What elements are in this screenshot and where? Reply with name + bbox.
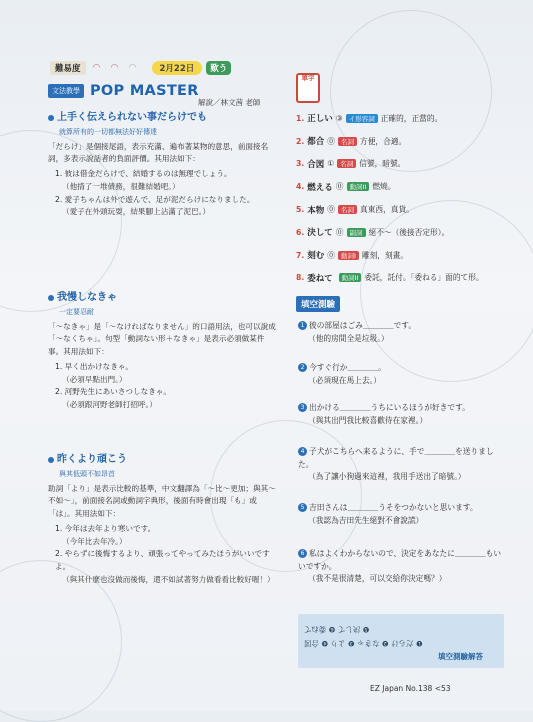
bullet-icon (48, 115, 54, 121)
section-paragraph: 「だらけ」是個接尾語，表示充滿、遍布著某物的意思，前面接名詞，多表示說話者的負面評價。其用法如下： (48, 141, 269, 164)
section-subtitle: 與其低頭不如昂首 (59, 469, 115, 478)
question-number: 2 (298, 363, 307, 372)
day-tag: 歎う (206, 61, 231, 75)
vocab-item (296, 107, 516, 130)
category-badge: 文法教學 (48, 84, 84, 98)
question-item (298, 402, 508, 427)
vocab-item (296, 244, 516, 267)
vocab-number: 2. (296, 136, 305, 146)
vocab-number: 5. (296, 205, 305, 215)
vocab-item (296, 153, 516, 176)
example-jp: 1. 早く出かけなきゃ。 (55, 361, 134, 371)
vocab-meaning: 雕刻，刻畫。 (361, 250, 409, 260)
question-translation: （為了讓小狗過來這裡，我用手送出了暗號。） (308, 472, 466, 482)
example-jp: 2. 河野先生にあいさつしなきゃ。 (55, 387, 171, 397)
vocab-pos: 動詞II (339, 273, 362, 282)
vocab-number: 6. (296, 227, 305, 237)
question-translation: （與其出門我比較喜歡待在家裡。） (308, 415, 428, 425)
article-title: POP MASTER (90, 83, 199, 99)
vocab-word: 委ねて (307, 273, 333, 284)
example-jp: 1. 今年は去年より寒いです。 (55, 523, 156, 533)
example-jp: 1. 彼は借金だらけで、結婚するのは無理でしょう。 (55, 169, 232, 179)
vocab-number: 1. (296, 113, 305, 123)
question-text: 私はよくわからないので、決定をあなたに＿＿＿＿もいいですか。 (298, 549, 502, 571)
section-title: 昨くより頑こう (48, 452, 276, 469)
vocab-number: 3. (296, 159, 305, 169)
byline: 解說／林文茜 老師 (198, 98, 261, 107)
question-number: 4 (298, 447, 307, 456)
vocab-meaning: 方便，合適。 (360, 136, 407, 146)
question-text: 今すぐ行か＿＿＿＿。 (309, 363, 386, 372)
page-footer: EZ Japan No.138 <53 (370, 684, 451, 693)
vocab-pos: 名詞 (338, 205, 357, 214)
example-zh: （愛子在外頭玩耍，結果腳上沾滿了泥巴。） (62, 207, 211, 217)
question-translation: （我不是很清楚，可以交給你決定嗎？） (308, 574, 447, 584)
vocab-tone: ① (327, 159, 335, 169)
example-zh: （今年比去年冷。） (62, 536, 127, 546)
difficulty-fan-icon: ◠ (110, 63, 119, 73)
question-text: 吉田さんは＿＿＿＿うそをつかないと思います。 (309, 503, 478, 512)
question-item (298, 320, 508, 345)
vocab-item (296, 267, 516, 290)
vocab-word: 決して (307, 228, 333, 239)
section-paragraph: 助詞「より」是表示比較的基準，中文翻譯為「～比～更加；與其～不如～」，前面接名詞或動詞字典形，後面有時會出現「も」或「は」。其用法如下： (48, 483, 276, 519)
grammar-section-2 (48, 290, 276, 412)
vocab-pos: イ形容詞 (346, 114, 378, 123)
vocab-number: 7. (296, 250, 305, 260)
section-title: 上手く伝えられない事だらけでも (48, 110, 276, 127)
grammar-section-3 (48, 452, 276, 587)
vocab-item (296, 221, 516, 244)
vocab-pos: 名詞 (338, 137, 357, 146)
vocab-word: 正しい (307, 114, 333, 125)
section-subtitle: 就算所有的一切都無法好好傳達 (59, 127, 157, 136)
vocab-tone: ⓪ (327, 136, 335, 146)
vocab-meaning: 正確的，正當的。 (380, 113, 443, 123)
vocab-item (296, 175, 516, 198)
question-translation: （必須現在馬上去。） (308, 375, 382, 385)
question-item (298, 502, 508, 527)
vocab-tone: ⓪ (327, 205, 335, 215)
answer-line: ❺ 決して ❻ 委ねて (304, 625, 370, 634)
bullet-icon (48, 295, 54, 301)
answer-line: ❶ だらけ ❷ なきゃ ❸ より ❹ 合図 (304, 639, 423, 648)
vocab-word: 都合 (307, 137, 325, 148)
question-number: 6 (298, 549, 307, 558)
example-zh: （他揹了一堆債務，很難結婚吧。） (62, 181, 180, 191)
vocab-item (296, 130, 516, 153)
vocab-tone: ③ (335, 113, 343, 123)
answer-box (298, 614, 504, 668)
vocab-word: 刻む (307, 251, 325, 262)
section-subtitle: 一定要忍耐 (59, 307, 94, 316)
question-item (298, 548, 508, 586)
question-number: 3 (298, 403, 307, 412)
difficulty-label: 難易度 (50, 61, 86, 75)
section-title: 我慢しなきゃ (48, 290, 276, 307)
vocab-word: 合図 (307, 159, 325, 170)
difficulty-fan-icon: ◠ (128, 63, 137, 73)
vocab-pos: 副詞 (347, 228, 366, 237)
vocab-item (296, 198, 516, 221)
vocab-tone: ⓪ (335, 227, 344, 237)
grammar-section-1 (48, 110, 276, 219)
example-jp: 2. やらずに後悔するより、頑張ってやってみたほうがいいですよ。 (55, 549, 270, 572)
vocab-pos: 名詞 (337, 159, 356, 168)
vocab-word: 燃える (307, 182, 333, 193)
vocab-meaning: 信號，暗號。 (359, 159, 406, 169)
vocab-meaning: 燃燒。 (372, 182, 396, 192)
article-header (48, 83, 199, 99)
example-zh: （必須早點出門。） (62, 374, 127, 384)
exercise-title: 填空測驗 (296, 296, 340, 312)
question-text: 彼の部屋はごみ＿＿＿＿です。 (309, 321, 417, 330)
question-number: 5 (298, 503, 307, 512)
date-pill: 2月22日 (152, 61, 203, 75)
bullet-icon (48, 457, 54, 463)
vocab-meaning: 絕不～（後接否定形）。 (368, 227, 450, 237)
vocab-pos: 動詞I (338, 251, 359, 260)
vocab-meaning: 委託，託付。「委ねる」面的て形。 (364, 273, 484, 283)
vocab-number: 8. (296, 273, 305, 283)
question-translation: （我認為吉田先生絕對不會說謊） (308, 515, 424, 525)
vocab-tone: ⓪ (327, 250, 335, 260)
answer-title: 填空測驗解答 (438, 652, 483, 661)
example-zh: （與其什麼也沒做而後悔，還不如試著努力做看看比較好喔！） (62, 574, 275, 584)
section-paragraph: 「～なきゃ」是「～なければなりません」的口語用法，也可以說成「～なくちゃ」。句型「動詞ない形＋なきゃ」是表示必須做某件事。其用法如下： (48, 321, 276, 357)
question-item (298, 362, 508, 387)
vocab-list (296, 107, 516, 289)
question-item (298, 446, 508, 484)
vocab-number: 4. (296, 182, 305, 192)
example-zh: （必須跟河野老師打招呼。） (62, 400, 157, 410)
question-translation: （他的房間全是垃圾。） (308, 333, 389, 343)
question-number: 1 (298, 321, 307, 330)
meta-row (50, 60, 231, 76)
vocab-meaning: 真東西，真貨。 (360, 205, 414, 215)
vocab-word: 本物 (307, 205, 325, 216)
example-jp: 2. 愛子ちゃんは外で遊んで、足が泥だらけになりました。 (55, 194, 255, 204)
question-text: 出かける＿＿＿＿うちにいるほうが好きです。 (309, 403, 470, 412)
difficulty-fan-icon: ◠ (92, 63, 101, 73)
question-text: 子犬がこちらへ来るように、手で＿＿＿＿を送りました。 (298, 447, 494, 469)
vocab-badge: 單字 (296, 73, 320, 103)
vocab-tone: ⓪ (335, 182, 344, 192)
vocab-pos: 動詞II (347, 182, 370, 191)
